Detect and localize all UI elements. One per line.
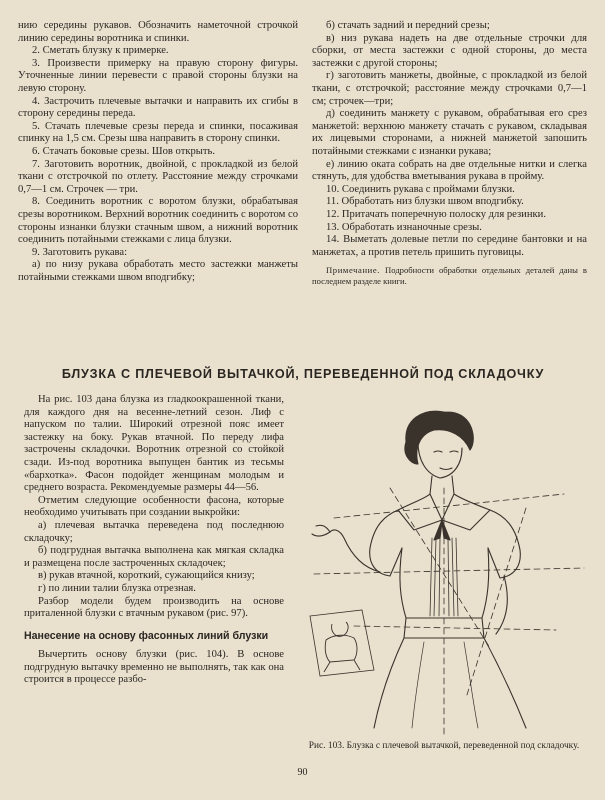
page-number: 90 [297,767,308,778]
hair-shape [405,411,473,464]
paragraph: б) подгрудная вытачка выполнена как мягкая складка и размещена после застроченных складочек; [24,545,284,569]
paragraph: б) стачать задний и передний срезы; [326,20,490,31]
left-sleeve [370,510,402,576]
skirt-outline [374,638,526,728]
subheading: Нанесение на основу фасонных линий блузки [24,629,269,642]
paragraph: Разбор модели будем производить на основе приталенной блузки с втачным рукавом (рис. 97). [24,595,284,620]
guide-line-diagonal-2 [466,508,526,698]
guide-line-bust [314,568,584,574]
paragraph: 4. Застрочить плечевые вытачки и направить их сгибы в сторону середины переда. [18,95,298,120]
bow-ribbon [434,520,450,540]
paragraph: 3. Произвести примерку на правую сторону фигуры. Уточненные линии перевести с правой стороны блузки на левую сторону. [18,57,298,94]
paragraph: г) по линии талии блузка отрезная. [38,582,196,594]
instructions-paragraphs [24,649,284,687]
neck-outline [430,476,454,494]
paragraph: 14. Выметать долевые петли по середине бантовки и на манжетах, а против петель пришить пуговицы. [312,234,587,258]
inset-sketch [310,610,374,676]
paragraph: Вычертить основу блузки (рис. 104). В основе подгрудную вытачку временно не выполнять, так как она строится в процессе разбо- [24,649,284,686]
right-sleeve [488,510,520,578]
paragraph: 13. Обработать изнаночные срезы. [326,221,482,233]
section-heading: БЛУЗКА С ПЛЕЧЕВОЙ ВЫТАЧКОЙ, ПЕРЕВЕДЕННОЙ ПОД СКЛАДОЧКУ [61,367,545,381]
paragraph: г) заготовить манжеты, двойные, с прокладкой из белой ткани, с отстрочкой; расстояние между строчками 0,7—1 см; строчек—три; [312,70,587,107]
guide-line-shoulder [334,494,564,518]
figure-caption: Рис. 103. Блузка с плечевой вытачкой, переведенной под складочку. [308,741,580,751]
paragraph: е) линию оката собрать на две отдельные нитки и слегка стянуть, для удобства вметывания рукава в пройму. [312,158,587,183]
right-column-paragraphs [312,20,587,259]
paragraph: д) соединить манжету с рукавом, обрабатывая его срез манжетой: верхнюю манжету стачать с рукавом, складывая их лицевыми сторонами, а нижней манжетой запошить потайными стежками с изнанки рукава; [312,108,587,157]
paragraph: 12. Притачать поперечную полоску для резинки. [326,208,546,220]
guide-line-waist [354,626,556,630]
paragraph: 10. Соединить рукава с проймами блузки. [326,183,515,195]
paragraph: 5. Стачать плечевые срезы переда и спинки, посаживая спинку на 1,5 см. Срезы шва направить в сторону спинки. [18,120,298,145]
note-text: Подробности обработки отдельных деталей даны в последнем разделе книги. [312,265,587,287]
paragraph: На рис. 103 дана блузка из гладкоокрашенной ткани, для каждого дня на весенне-летний сезон. Лиф с напуском по талии. Широкий отрезной пояс имеет застежку на боку. Рукав втачной. По переду лифа застрочены складочки. Воротник отрезной со стойкой сзади. Из-под воротника выпущен бантик из тесьмы «бархотка». Фасон подойдет женщинам молодым и среднего возраста. Рекомендуемые размеры 44—56. [24,394,284,494]
paragraph: в) рукав втачной, короткий, сужающийся книзу; [38,570,255,582]
right-column-top [312,20,587,287]
paragraph: 6. Стачать боковые срезы. Шов открыть. [32,145,216,157]
description-paragraphs [24,394,284,621]
paragraph: а) плечевая вытачка переведена под последнюю складочку; [24,519,284,544]
paragraph: 2. Сметать блузку к примерке. [32,45,169,57]
blouse-illustration [294,398,594,736]
paragraph: 9. Заготовить рукава: [32,246,128,258]
paragraph: 8. Соединить воротник с воротом блузки, обрабатывая срезы воротником. Верхний воротник соединить с воротом со стороны изнанки блузки стачным швом, а нижний воротник соединить потайными стежками с лица блузки. [18,196,298,246]
left-column-top [18,20,298,284]
face-outline [418,442,462,478]
note-label: Примечание. [326,265,381,276]
paragraph: а) по низу рукава обработать место застежки манжеты потайными стежками швом вподгибку; [18,259,298,283]
paragraph: в) низ рукава надеть на две отдельные строчки для сборки, от места застежки с одной стороны, до места застежки с другой стороны; [312,32,587,69]
note [312,265,587,287]
paragraph: 7. Заготовить воротник, двойной, с прокладкой из белой ткани с отстрочкой по отлету. Расстояние между строчками 0,7—1 см. Строчек — три. [18,158,298,195]
paragraph: нию середины рукавов. Обозначить наметочной строчкой линию середины воротника и спинки. [18,20,298,44]
left-column-bottom [24,394,284,687]
paragraph: 11. Обработать низ блузки швом вподгибку. [326,196,524,208]
paragraph: Отметим следующие особенности фасона, которые необходимо учитывать при создании выкройки: [24,494,284,519]
